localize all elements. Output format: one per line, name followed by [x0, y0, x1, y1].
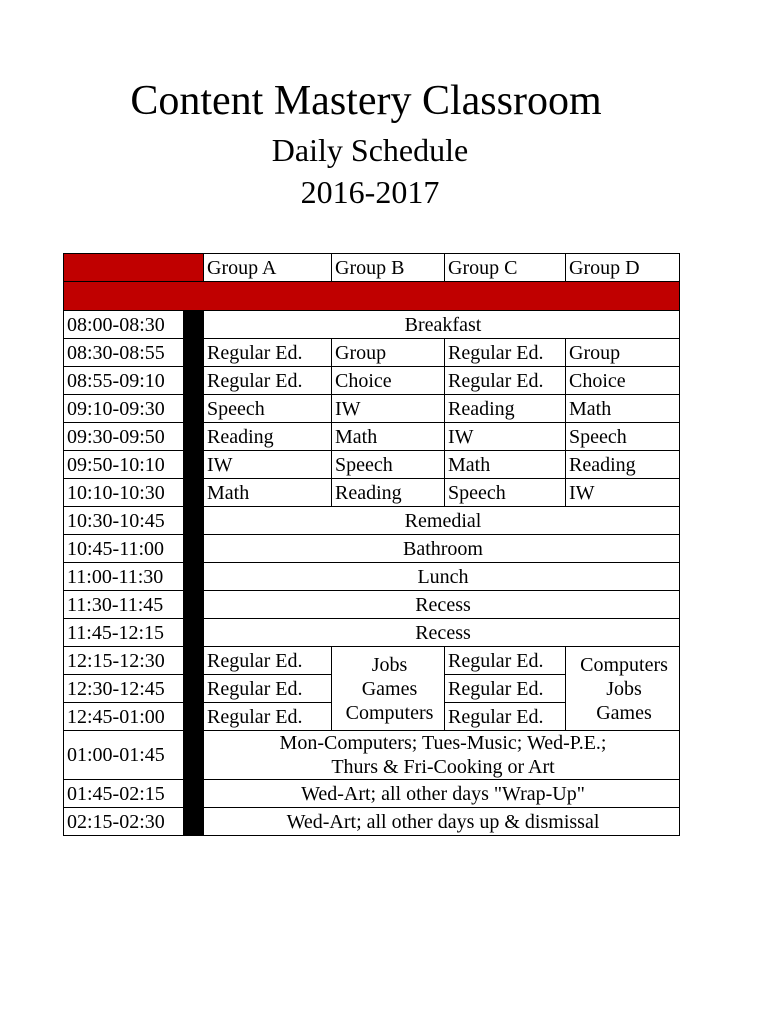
activity-cell: Regular Ed.: [445, 675, 566, 703]
activity-cell: Group: [566, 339, 680, 367]
activity-span-cell: Lunch: [204, 563, 680, 591]
activity-cell: Regular Ed.: [204, 675, 332, 703]
divider-bar: [184, 563, 204, 591]
activity-cell: Speech: [445, 479, 566, 507]
time-cell: 01:00-01:45: [64, 731, 184, 780]
group-b-rotation-cell: [332, 647, 445, 731]
activity-cell: Regular Ed.: [204, 647, 332, 675]
divider-bar: [184, 535, 204, 563]
rotation-item: Games: [361, 677, 418, 700]
activity-cell: Reading: [332, 479, 445, 507]
activity-cell: Regular Ed.: [445, 367, 566, 395]
activity-cell: Regular Ed.: [204, 339, 332, 367]
activity-span-cell: Wed-Art; all other days up & dismissal: [204, 808, 680, 836]
activity-cell: IW: [566, 479, 680, 507]
schedule-row: [64, 780, 680, 808]
divider-bar: [184, 339, 204, 367]
time-cell: 10:10-10:30: [64, 479, 184, 507]
time-cell: 08:00-08:30: [64, 311, 184, 339]
specials-line: Thurs & Fri-Cooking or Art: [331, 756, 555, 778]
red-banner: [64, 282, 680, 311]
time-cell: 02:15-02:30: [64, 808, 184, 836]
rotation-item: Computers: [345, 701, 434, 724]
schedule-row: [64, 647, 680, 675]
activity-cell: Speech: [204, 395, 332, 423]
schedule-row: [64, 423, 680, 451]
activity-span-cell: Bathroom: [204, 535, 680, 563]
divider-bar: [184, 619, 204, 647]
specials-line: Mon-Computers; Tues-Music; Wed-P.E.;: [279, 732, 607, 754]
activity-span-cell: Remedial: [204, 507, 680, 535]
time-cell: 09:30-09:50: [64, 423, 184, 451]
rotation-item: Games: [596, 701, 652, 724]
header-red-cell: [64, 254, 204, 282]
schedule-row: [64, 563, 680, 591]
time-cell: 12:15-12:30: [64, 647, 184, 675]
red-banner-row: [64, 282, 680, 311]
activity-span-cell: Breakfast: [204, 311, 680, 339]
divider-bar: [184, 780, 204, 808]
activity-cell: Regular Ed.: [445, 339, 566, 367]
group-header-row: [64, 254, 680, 282]
schedule-table: [63, 253, 680, 836]
schedule-row: [64, 451, 680, 479]
activity-cell: Regular Ed.: [445, 703, 566, 731]
activity-cell: IW: [332, 395, 445, 423]
time-cell: 10:45-11:00: [64, 535, 184, 563]
activity-cell: Math: [566, 395, 680, 423]
divider-bar: [184, 731, 204, 780]
schedule-row: [64, 731, 680, 780]
activity-span-cell: Recess: [204, 619, 680, 647]
divider-bar: [184, 311, 204, 339]
activity-cell: Choice: [332, 367, 445, 395]
time-cell: 11:30-11:45: [64, 591, 184, 619]
specials-cell: [204, 731, 680, 780]
rotation-item: Jobs: [371, 653, 408, 676]
rotation-item: Jobs: [606, 677, 642, 700]
activity-span-cell: Wed-Art; all other days "Wrap-Up": [204, 780, 680, 808]
divider-bar: [184, 395, 204, 423]
schedule-row: [64, 311, 680, 339]
time-cell: 11:00-11:30: [64, 563, 184, 591]
time-cell: 12:45-01:00: [64, 703, 184, 731]
activity-cell: Group: [332, 339, 445, 367]
time-cell: 08:30-08:55: [64, 339, 184, 367]
time-cell: 01:45-02:15: [64, 780, 184, 808]
activity-cell: Reading: [204, 423, 332, 451]
schedule-row: [64, 367, 680, 395]
time-cell: 12:30-12:45: [64, 675, 184, 703]
divider-bar: [184, 675, 204, 703]
rotation-item: Computers: [580, 653, 668, 676]
divider-bar: [184, 367, 204, 395]
time-cell: 08:55-09:10: [64, 367, 184, 395]
schedule-row: [64, 535, 680, 563]
activity-cell: Regular Ed.: [204, 367, 332, 395]
divider-bar: [184, 451, 204, 479]
activity-cell: Reading: [445, 395, 566, 423]
time-cell: 10:30-10:45: [64, 507, 184, 535]
activity-cell: Regular Ed.: [445, 647, 566, 675]
divider-bar: [184, 647, 204, 675]
activity-cell: IW: [204, 451, 332, 479]
activity-cell: Speech: [332, 451, 445, 479]
activity-cell: Speech: [566, 423, 680, 451]
activity-cell: Regular Ed.: [204, 703, 332, 731]
schedule-row: [64, 808, 680, 836]
time-cell: 09:50-10:10: [64, 451, 184, 479]
schedule-row: [64, 395, 680, 423]
group-header: Group D: [566, 254, 680, 282]
divider-bar: [184, 423, 204, 451]
schedule-row: [64, 591, 680, 619]
schedule-row: [64, 479, 680, 507]
activity-cell: Choice: [566, 367, 680, 395]
activity-cell: Reading: [566, 451, 680, 479]
school-year: 2016-2017: [300, 174, 440, 210]
activity-span-cell: Recess: [204, 591, 680, 619]
activity-cell: IW: [445, 423, 566, 451]
activity-cell: Math: [445, 451, 566, 479]
group-d-rotation-cell: [566, 647, 680, 731]
page-subtitle: Daily Schedule: [271, 132, 469, 168]
schedule-row: [64, 507, 680, 535]
divider-bar: [184, 479, 204, 507]
page-title: Content Mastery Classroom: [130, 78, 602, 124]
group-header: Group A: [204, 254, 332, 282]
schedule-row: [64, 339, 680, 367]
group-header: Group B: [332, 254, 445, 282]
group-header: Group C: [445, 254, 566, 282]
activity-cell: Math: [204, 479, 332, 507]
activity-cell: Math: [332, 423, 445, 451]
time-cell: 09:10-09:30: [64, 395, 184, 423]
divider-bar: [184, 591, 204, 619]
schedule-row: [64, 619, 680, 647]
time-cell: 11:45-12:15: [64, 619, 184, 647]
divider-bar: [184, 507, 204, 535]
divider-bar: [184, 703, 204, 731]
divider-bar: [184, 808, 204, 836]
